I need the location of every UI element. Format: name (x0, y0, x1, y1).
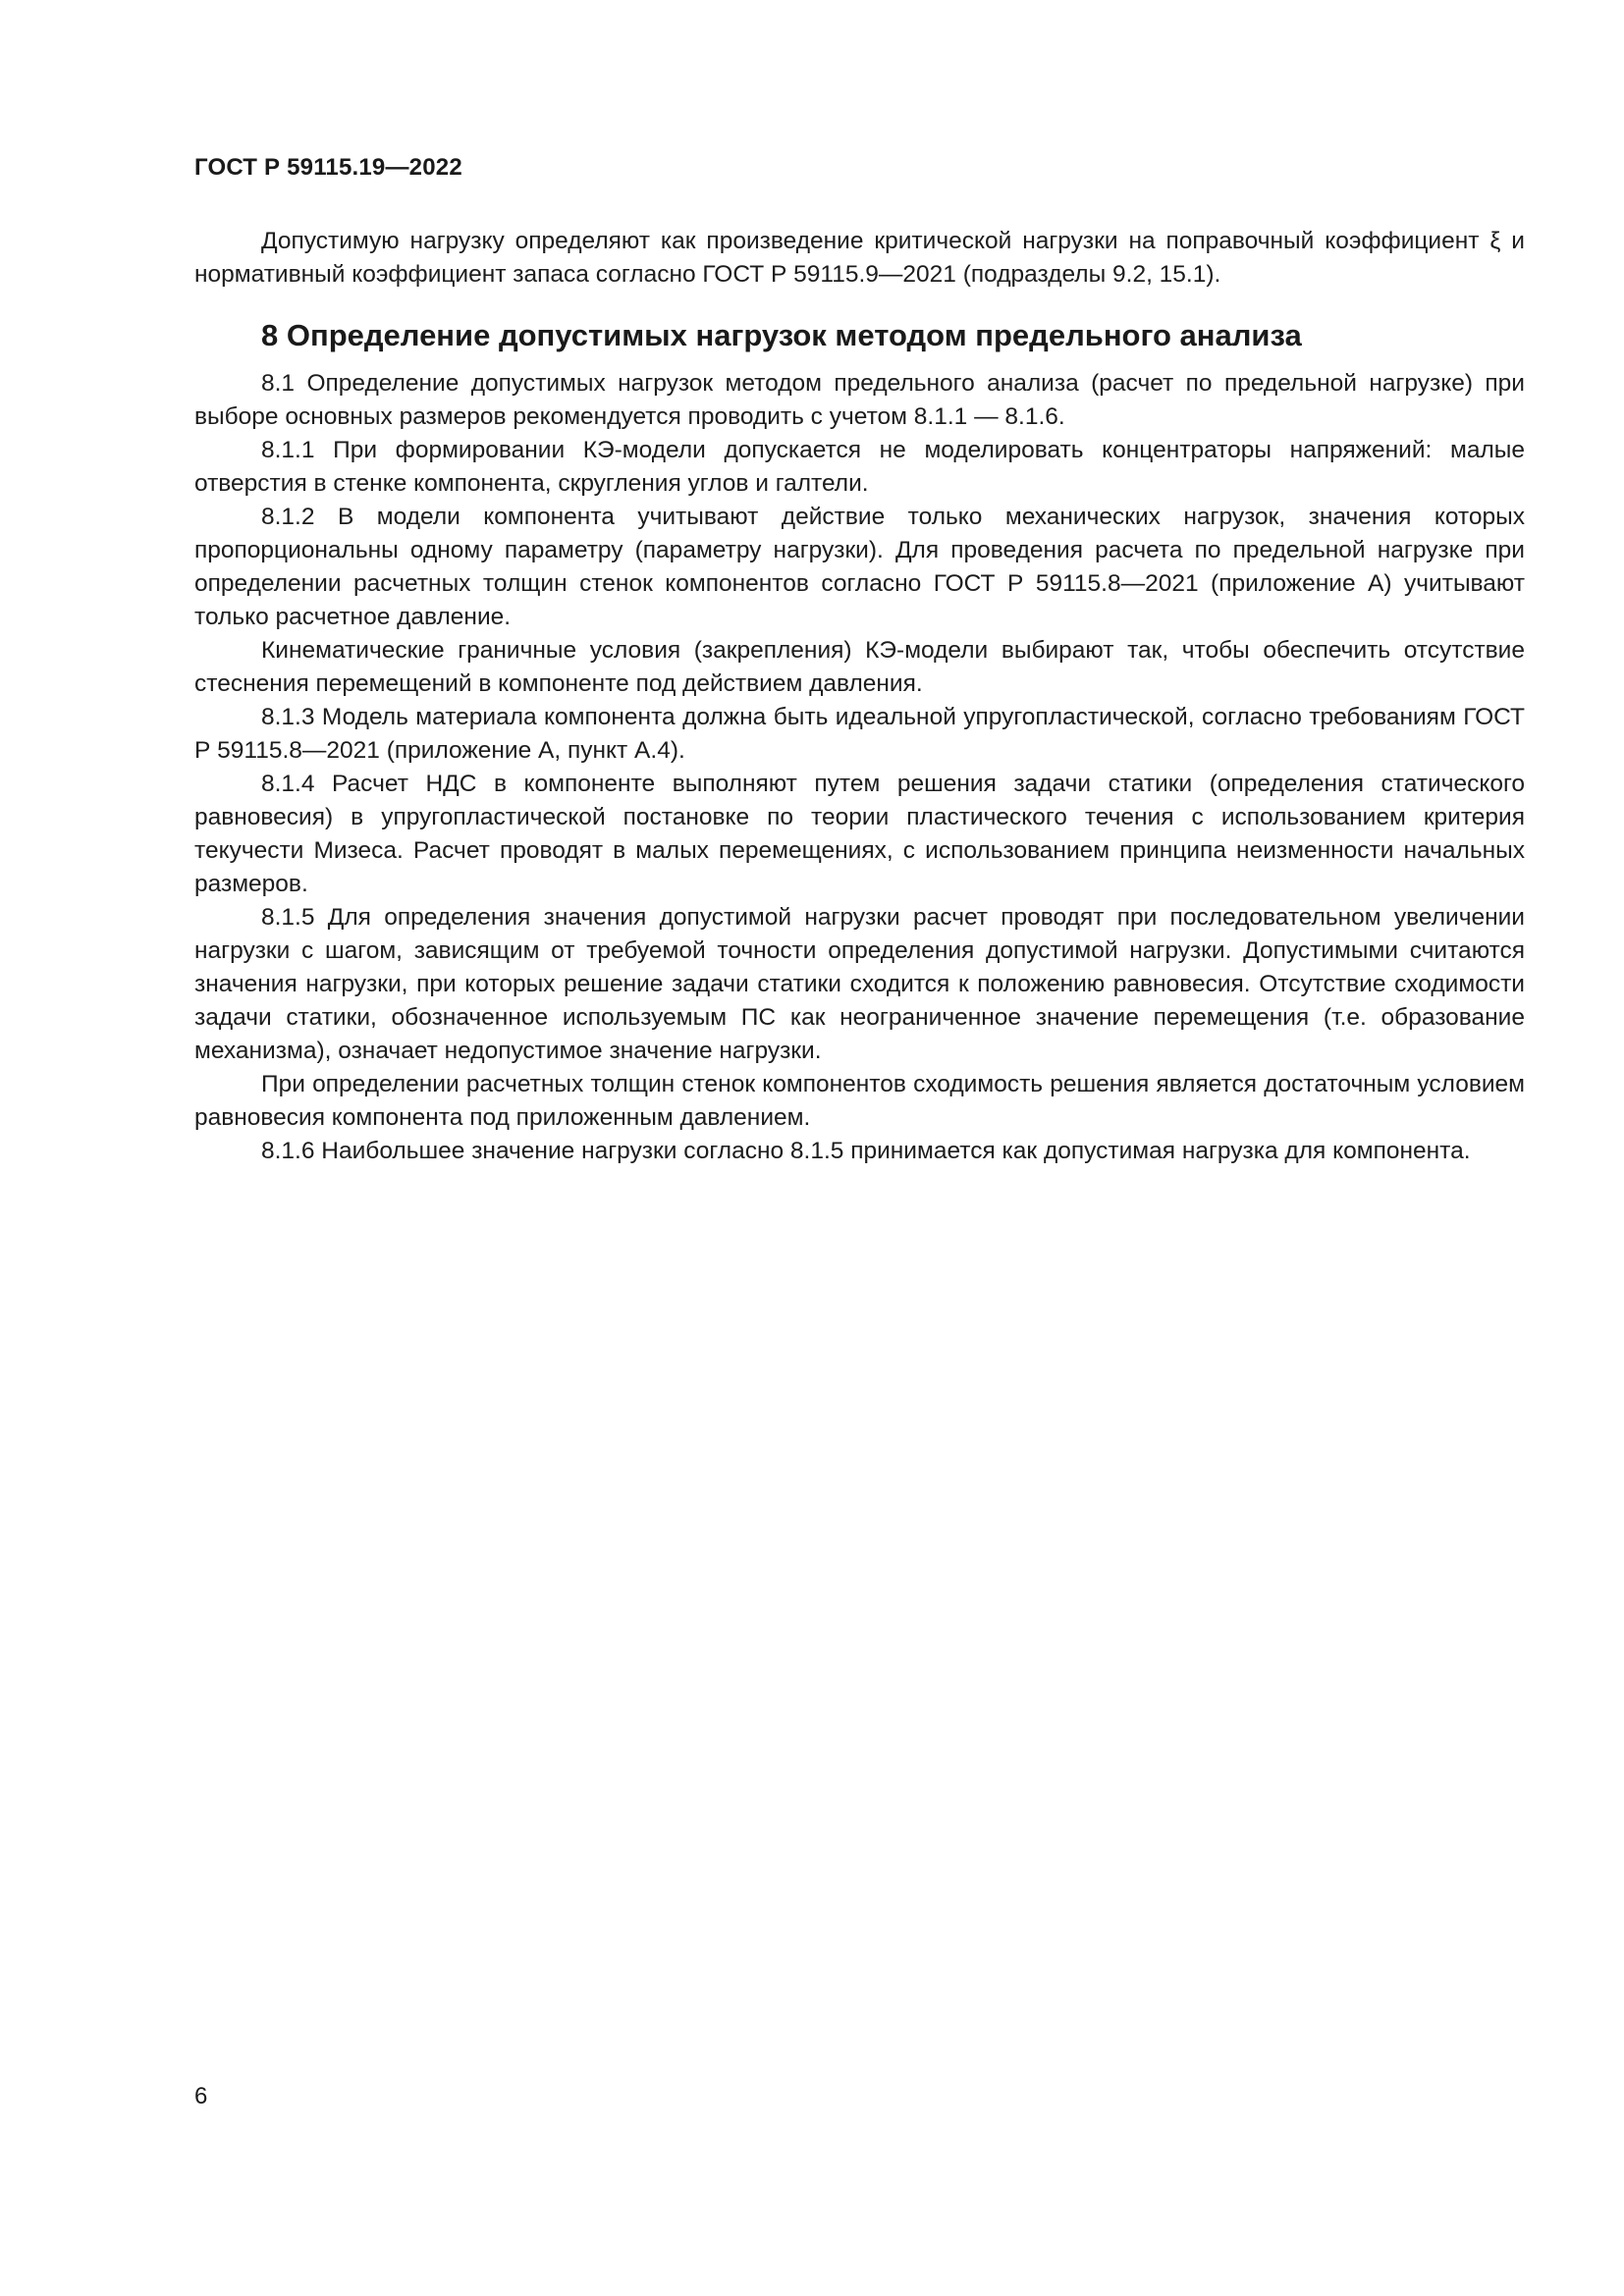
paragraph-8-1-4: 8.1.4 Расчет НДС в компоненте выполняют путем решения задачи статики (определения статического равновесия) в упругопластической постановке по теории пластического течения с использованием критерия текучести Мизеса. Расчет проводят в малых перемещениях, с использованием принципа неизменности начальных размеров. (194, 771, 1525, 897)
intro-paragraph: Допустимую нагрузку определяют как произведение критической нагрузки на поправочный коэффициент ξ и нормативный коэффициент запаса согласно ГОСТ Р 59115.9—2021 (подразделы 9.2, 15.1). (194, 228, 1525, 288)
paragraph-8-1-1: 8.1.1 При формировании КЭ-модели допускается не моделировать концентраторы напряжений: малые отверстия в стенке компонента, скругления углов и галтели. (194, 437, 1525, 497)
paragraph-wall-thickness: При определении расчетных толщин стенок компонентов сходимость решения является достаточным условием равновесия компонента под приложенным давлением. (194, 1071, 1525, 1131)
page-number: 6 (194, 2083, 208, 2109)
paragraph-8-1-5: 8.1.5 Для определения значения допустимой нагрузки расчет проводят при последовательном увеличении нагрузки с шагом, зависящим от требуемой точности определения допустимой нагрузки. Допустимыми считаются значения нагрузки, при которых решение задачи статики сходится к положению равновесия. Отсутствие сходимости задачи статики, обозначенное используемым ПС как неограниченное значение перемещения (т.е. образование механизма), означает недопустимое значение нагрузки. (194, 904, 1525, 1064)
paragraph-boundary-conditions: Кинематические граничные условия (закрепления) КЭ-модели выбирают так, чтобы обеспечить отсутствие стеснения перемещений в компоненте под действием давления. (194, 637, 1525, 697)
paragraph-8-1-6: 8.1.6 Наибольшее значение нагрузки согласно 8.1.5 принимается как допустимая нагрузка для компонента. (261, 1138, 1471, 1164)
paragraph-8-1-2: 8.1.2 В модели компонента учитывают действие только механических нагрузок, значения которых пропорциональны одному параметру (параметру нагрузки). Для проведения расчета по предельной нагрузке при определении расчетных толщин стенок компонентов согласно ГОСТ Р 59115.8—2021 (приложение А) учитывают только расчетное давление. (194, 504, 1525, 630)
document-body (194, 225, 1525, 1168)
paragraph-8-1: 8.1 Определение допустимых нагрузок методом предельного анализа (расчет по предельной нагрузке) при выборе основных размеров рекомендуется проводить с учетом 8.1.1 — 8.1.6. (194, 370, 1525, 430)
paragraph-8-1-3: 8.1.3 Модель материала компонента должна быть идеальной упругопластической, согласно требованиям ГОСТ Р 59115.8—2021 (приложение А, пункт А.4). (194, 704, 1525, 764)
section-heading: 8 Определение допустимых нагрузок методом предельного анализа (261, 318, 1302, 352)
document-code-header: ГОСТ Р 59115.19—2022 (194, 154, 462, 181)
